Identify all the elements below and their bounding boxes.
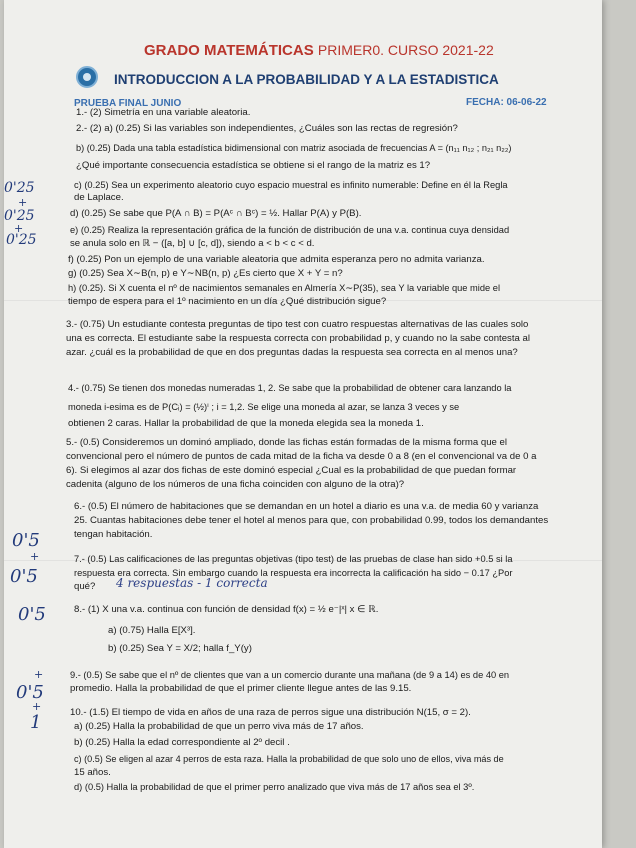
question-7-end: qué?	[74, 581, 96, 592]
question-2f: f) (0.25) Pon un ejemplo de una variable aleatoria que admita esperanza pero no admita varianza.	[68, 254, 485, 265]
question-4-end: obtienen 2 caras. Hallar la probabilidad de que la moneda elegida sea la moneda 1.	[68, 418, 424, 429]
course-title: INTRODUCCION A LA PROBABILIDAD Y A LA ESTADISTICA	[114, 72, 499, 87]
exam-name: PRUEBA FINAL JUNIO	[74, 98, 182, 109]
handwritten-plus: +	[30, 550, 40, 563]
degree-title	[144, 42, 494, 59]
question-8a: a) (0.75) Halla E[X³].	[108, 625, 196, 636]
question-2d: d) (0.25) Se sabe que P(A ∩ B) = P(Aᶜ ∩ Bᶜ) = ½. Hallar P(A) y P(B).	[70, 208, 362, 219]
question-7: 7.- (0.5) Las calificaciones de las preguntas objetivas (tipo test) de las pruebas de clase han sido +0.5 si la	[74, 554, 513, 564]
exam-sheet	[4, 0, 602, 848]
question-2e: e) (0.25) Realiza la representación gráfica de la función de distribución de una v.a. continua cuya densidad	[70, 225, 510, 235]
question-4-cont: moneda i-esima es de P(Cᵢ) = (½)ⁱ ; i = 1,2. Se elige una moneda al azar, se lanza 3 veces y se	[68, 402, 460, 412]
question-8b: b) (0.25) Sea Y = X/2; halla f_Y(y)	[108, 643, 252, 654]
handwritten-mark: 0'5	[10, 566, 38, 587]
handwritten-mark: 0'5	[12, 530, 40, 551]
question-2h-cont: tiempo de espera para el 1º nacimiento en un día ¿Qué distribución sigue?	[68, 296, 387, 307]
question-2c: c) (0.25) Sea un experimento aleatorio cuyo espacio muestral es infinito numerable: Define en él la Regla	[74, 180, 508, 190]
question-3: 3.- (0.75) Un estudiante contesta preguntas de tipo test con cuatro respuestas alternativas de las cuales solo una es correcta. El estudiante sabe la respuesta correcta con probabilidad p, y cuando no la sabe contesta al azar. ¿cuál es la probabilidad de que en dos preguntas dadas la respuesta sea correcta en al menos una?	[66, 319, 530, 358]
question-9-cont: promedio. Halla la probabilidad de que el primer cliente llegue antes de las 9.15.	[70, 683, 412, 694]
degree-name: GRADO MATEMÁTICAS	[144, 42, 314, 59]
question-1: 1.- (2) Simetría en una variable aleatoria.	[76, 107, 251, 118]
question-2b-cont: ¿Qué importante consecuencia estadística se obtiene si el rango de la matriz es 1?	[76, 160, 431, 171]
handwritten-plus: +	[34, 668, 44, 681]
question-8: 8.- (1) X una v.a. continua con función de densidad f(x) = ½ e⁻|ˣ| x ∈ ℝ.	[74, 604, 379, 615]
question-2a: 2.- (2) a) (0.25) Si las variables son independientes, ¿Cuáles son las rectas de regresión?	[76, 123, 458, 134]
handwritten-note: 4 respuestas - 1 correcta	[116, 576, 268, 590]
question-10b: b) (0.25) Halla la edad correspondiente al 2º decil .	[74, 737, 290, 748]
question-9: 9.- (0.5) Se sabe que el nº de clientes que van a un comercio durante una mañana (de 9 a 14) es de 40 en	[70, 670, 510, 680]
question-10a: a) (0.25) Halla la probabilidad de que un perro viva más de 17 años.	[74, 721, 364, 732]
exam-date: FECHA: 06-06-22	[466, 97, 547, 108]
question-2h: h) (0.25). Si X cuenta el nº de nacimientos semanales en Almería X∼P(35), sea Y la variable que mide el	[68, 283, 501, 293]
handwritten-plus: +	[14, 222, 24, 235]
course-year: PRIMER0. CURSO 2021-22	[317, 42, 494, 58]
question-7-cont: respuesta era correcta. Sin embargo cuando la respuesta era incorrecta la calificación ha sido − 0.17 ¿Por	[74, 568, 513, 578]
handwritten-mark: 0'5	[16, 682, 44, 703]
handwritten-mark: 0'25	[6, 232, 37, 248]
handwritten-mark: 0'25	[4, 208, 35, 224]
handwritten-plus: +	[32, 700, 42, 713]
question-2g: g) (0.25) Sea X∼B(n, p) e Y∼NB(n, p) ¿Es cierto que X + Y = n?	[68, 268, 343, 279]
handwritten-plus: +	[18, 196, 28, 209]
university-logo-icon	[76, 66, 98, 88]
question-10: 10.- (1.5) El tiempo de vida en años de una raza de perros sigue una distribución N(15, σ = 2).	[70, 707, 471, 718]
question-10c: c) (0.5) Se eligen al azar 4 perros de esta raza. Halla la probabilidad de que solo uno de ellos, viva más de	[74, 754, 504, 764]
question-4: 4.- (0.75) Se tienen dos monedas numeradas 1, 2. Se sabe que la probabilidad de obtener cara lanzando la	[68, 383, 512, 393]
question-2c-cont: de Laplace.	[74, 192, 124, 203]
question-5: 5.- (0.5) Consideremos un dominó ampliado, donde las fichas están formadas de la misma forma que el convencional pero el número de puntos de cada mitad de la ficha va desde 0 a 8 (en el convencional va de 0 a 6). Si elegimos al azar dos fichas de este dominó especial ¿Cual es la probabilidad de que puedan formar cadenita (alguno de los números de una ficha coinciden con alguno de la otra)?	[66, 437, 537, 490]
question-6: 6.- (0.5) El número de habitaciones que se demandan en un hotel a diario es una v.a. de media 60 y varianza 25. Cuantas habitaciones debe tener el hotel al menos para que, con probabilidad 0.99, todos los demandantes tengan habitación.	[74, 501, 549, 540]
question-10d: d) (0.5) Halla la probabilidad de que el primer perro analizado que viva más de 17 años sea el 3º.	[74, 782, 475, 792]
question-10c-cont: 15 años.	[74, 767, 111, 778]
handwritten-mark: 0'25	[4, 180, 35, 196]
handwritten-mark: 1	[30, 712, 42, 733]
handwritten-mark: 0'5	[18, 604, 46, 625]
question-2b: b) (0.25) Dada una tabla estadística bidimensional con matriz asociada de frecuencias A = (n₁₁ n₁₂ ; n₂₁ n₂₂)	[76, 143, 512, 153]
question-2e-cont: se anula solo en ℝ − ([a, b] ∪ [c, d]), siendo a < b < c < d.	[70, 238, 315, 249]
